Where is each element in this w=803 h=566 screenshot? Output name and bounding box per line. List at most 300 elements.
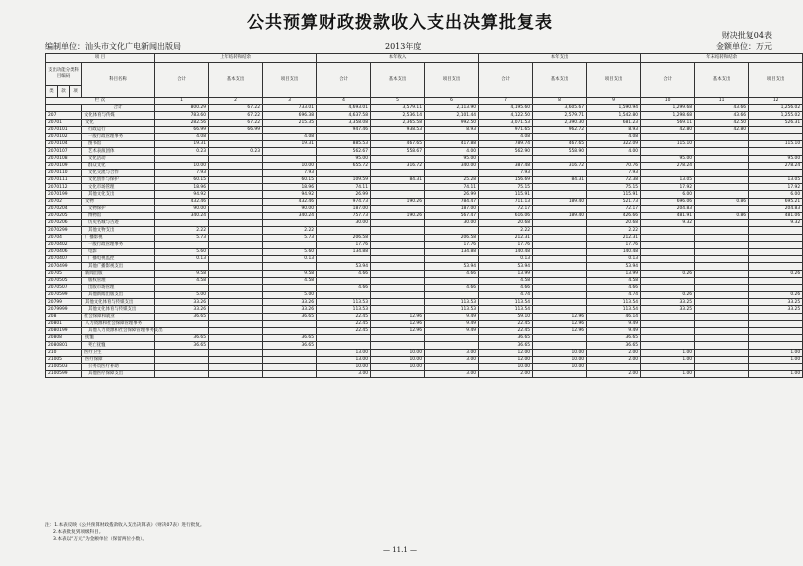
amount-cell: 2.00: [587, 349, 641, 356]
amount-cell: 432.46: [155, 198, 209, 205]
amount-cell: [695, 227, 749, 234]
amount-cell: 72.17: [479, 205, 533, 212]
amount-cell: [263, 320, 317, 327]
table-row: [46, 148, 803, 155]
amount-cell: [425, 335, 479, 342]
subject-name: 文化交流与合作: [82, 169, 155, 176]
subject-name: 文化市场管理: [82, 184, 155, 191]
amount-cell: 60.15: [155, 177, 209, 184]
amount-cell: 12.96: [533, 313, 587, 320]
amount-cell: 2,101.44: [425, 112, 479, 119]
amount-cell: [209, 198, 263, 205]
amount-cell: 36.65: [263, 335, 317, 342]
amount-cell: 783.60: [155, 112, 209, 119]
amount-cell: [749, 227, 803, 234]
amount-cell: [317, 277, 371, 284]
amount-cell: 36.65: [587, 342, 641, 349]
amount-cell: 5.00: [263, 292, 317, 299]
amount-cell: 95.00: [749, 155, 803, 162]
amount-cell: 113.53: [425, 299, 479, 306]
table-row: [46, 184, 803, 191]
amount-cell: 4,195.60: [479, 105, 533, 112]
amount-cell: 10.00: [479, 363, 533, 370]
amount-cell: 467.65: [371, 141, 425, 148]
amount-cell: 13.05: [641, 177, 695, 184]
amount-cell: 53.94: [317, 263, 371, 270]
amount-cell: [209, 371, 263, 378]
subject-code: 2070505: [46, 277, 82, 284]
amount-cell: 4.66: [425, 270, 479, 277]
amount-cell: 5.60: [263, 248, 317, 255]
amount-cell: 204.83: [749, 205, 803, 212]
amount-cell: 115.10: [749, 141, 803, 148]
amount-cell: 3.00: [425, 349, 479, 356]
amount-cell: [209, 234, 263, 241]
amount-cell: [695, 141, 749, 148]
amount-cell: [641, 234, 695, 241]
amount-cell: [209, 292, 263, 299]
amount-cell: 4.00: [587, 148, 641, 155]
subject-name: 一般行政管理事务: [82, 133, 155, 140]
amount-cell: 12.00: [479, 349, 533, 356]
amount-cell: [209, 299, 263, 306]
amount-cell: [533, 234, 587, 241]
amount-cell: 9.58: [155, 270, 209, 277]
amount-cell: [155, 284, 209, 291]
table-row: [46, 112, 803, 119]
subject-code: 2080199: [46, 328, 82, 335]
amount-cell: [749, 241, 803, 248]
amount-cell: [209, 155, 263, 162]
column-index: 5: [371, 98, 425, 105]
amount-cell: [263, 356, 317, 363]
form-number: 财决批复04表: [721, 31, 772, 40]
header-basic: 基本支出: [209, 63, 263, 98]
table-row: [46, 299, 803, 306]
amount-cell: 5.00: [155, 292, 209, 299]
page-number: — 11.1 —: [382, 546, 418, 554]
amount-cell: 13.00: [317, 356, 371, 363]
subject-name: 电影: [82, 248, 155, 255]
table-row: [46, 335, 803, 342]
amount-cell: 70.76: [587, 162, 641, 169]
amount-cell: 0.86: [695, 213, 749, 220]
amount-cell: [749, 363, 803, 370]
amount-cell: [209, 213, 263, 220]
subject-name: 博物馆: [82, 213, 155, 220]
amount-cell: 22.45: [317, 313, 371, 320]
amount-cell: [263, 126, 317, 133]
subject-name: 其他文物支出: [82, 227, 155, 234]
header-end-balance: 年末结转和结余: [641, 54, 803, 63]
amount-cell: [749, 263, 803, 270]
amount-cell: 562.67: [317, 148, 371, 155]
amount-cell: [695, 234, 749, 241]
amount-cell: 757.73: [317, 213, 371, 220]
amount-cell: 4.66: [587, 284, 641, 291]
amount-cell: [587, 155, 641, 162]
amount-cell: 72.38: [587, 177, 641, 184]
amount-cell: 0.26: [749, 292, 803, 299]
amount-cell: [371, 191, 425, 198]
subject-code: 2070199: [46, 191, 82, 198]
amount-cell: 4.66: [425, 284, 479, 291]
amount-cell: 30.00: [317, 220, 371, 227]
amount-cell: [695, 306, 749, 313]
amount-cell: 36.65: [263, 342, 317, 349]
amount-cell: [209, 363, 263, 370]
amount-cell: [533, 371, 587, 378]
amount-cell: 206.58: [317, 234, 371, 241]
amount-cell: 340.00: [425, 162, 479, 169]
amount-cell: 156.69: [479, 177, 533, 184]
amount-cell: 696.38: [263, 112, 317, 119]
amount-cell: 789.74: [479, 141, 533, 148]
amount-cell: 140.48: [479, 248, 533, 255]
amount-cell: 2,365.58: [371, 119, 425, 126]
subject-code: 2070507: [46, 284, 82, 291]
amount-cell: 655.72: [317, 162, 371, 169]
subject-code: 2070104: [46, 141, 82, 148]
amount-cell: [425, 256, 479, 263]
header-func-code: 支出功能分类科目编码: [46, 63, 82, 86]
subject-code: 2070499: [46, 263, 82, 270]
amount-cell: 66.99: [209, 126, 263, 133]
amount-cell: [641, 342, 695, 349]
amount-cell: [371, 342, 425, 349]
amount-cell: 113.54: [587, 299, 641, 306]
amount-cell: [425, 133, 479, 140]
amount-cell: 569.11: [641, 119, 695, 126]
subject-code: 20808: [46, 335, 82, 342]
table-row: [46, 270, 803, 277]
amount-cell: 59.10: [479, 313, 533, 320]
amount-cell: 2.00: [587, 371, 641, 378]
amount-cell: [371, 263, 425, 270]
amount-cell: [533, 256, 587, 263]
subject-name: 图书馆: [82, 141, 155, 148]
amount-cell: 784.47: [425, 198, 479, 205]
table-row: [46, 126, 803, 133]
amount-cell: 7.93: [155, 169, 209, 176]
amount-cell: 215.35: [263, 119, 317, 126]
amount-cell: 67.22: [209, 119, 263, 126]
amount-cell: [695, 335, 749, 342]
column-index-label: 栏 次: [46, 98, 155, 105]
subject-code: 2070110: [46, 169, 82, 176]
amount-cell: 278.24: [749, 162, 803, 169]
amount-cell: 2.22: [263, 227, 317, 234]
table-row: [46, 256, 803, 263]
amount-cell: 2,536.14: [371, 112, 425, 119]
amount-cell: 0.13: [587, 256, 641, 263]
amount-cell: 4.58: [587, 277, 641, 284]
amount-cell: 5.73: [155, 234, 209, 241]
amount-cell: 12.00: [479, 356, 533, 363]
amount-cell: 4,122.50: [479, 112, 533, 119]
amount-cell: 4,637.58: [317, 112, 371, 119]
amount-cell: [479, 155, 533, 162]
amount-cell: [209, 241, 263, 248]
amount-cell: 4.08: [263, 133, 317, 140]
amount-cell: [317, 169, 371, 176]
amount-cell: 681.23: [587, 119, 641, 126]
amount-cell: [371, 299, 425, 306]
subject-name: 社会保障和就业: [82, 313, 155, 320]
amount-cell: 12.96: [533, 328, 587, 335]
amount-cell: [695, 177, 749, 184]
amount-cell: 1,256.02: [749, 105, 803, 112]
amount-cell: [371, 184, 425, 191]
amount-cell: [533, 227, 587, 234]
amount-cell: 3,605.67: [533, 105, 587, 112]
amount-cell: [209, 169, 263, 176]
subject-code: 2100503: [46, 363, 82, 370]
subject-name: 广播电视监控: [82, 256, 155, 263]
subject-name: 其他新闻出版支出: [82, 292, 155, 299]
amount-cell: 33.26: [155, 306, 209, 313]
amount-cell: 6.00: [641, 191, 695, 198]
amount-cell: 36.65: [479, 342, 533, 349]
amount-cell: [371, 371, 425, 378]
column-index: 6: [425, 98, 479, 105]
amount-cell: [641, 335, 695, 342]
amount-cell: [371, 241, 425, 248]
amount-cell: 67.22: [209, 105, 263, 112]
amount-cell: 9.49: [425, 320, 479, 327]
amount-cell: 5.73: [263, 234, 317, 241]
amount-cell: [371, 284, 425, 291]
amount-cell: 187.00: [425, 205, 479, 212]
amount-cell: 53.94: [479, 263, 533, 270]
amount-cell: 113.53: [317, 306, 371, 313]
amount-cell: 1.00: [749, 371, 803, 378]
amount-cell: [155, 356, 209, 363]
amount-cell: 212.31: [587, 234, 641, 241]
amount-cell: 113.54: [479, 299, 533, 306]
amount-cell: [695, 241, 749, 248]
amount-cell: 17.92: [749, 184, 803, 191]
amount-cell: 12.96: [371, 328, 425, 335]
table-row: [46, 292, 803, 299]
amount-cell: 43.66: [695, 112, 749, 119]
amount-cell: [641, 256, 695, 263]
amount-cell: 10.00: [263, 162, 317, 169]
amount-cell: 4.08: [587, 133, 641, 140]
note-line: 2.本表批复到项级科目。: [53, 530, 104, 535]
amount-cell: 36.65: [263, 313, 317, 320]
amount-cell: 22.45: [317, 328, 371, 335]
amount-cell: 3.00: [425, 356, 479, 363]
amount-cell: 1.00: [641, 356, 695, 363]
amount-cell: [371, 227, 425, 234]
currency-unit: 金额单位：万元: [716, 42, 772, 51]
amount-cell: 0.86: [695, 198, 749, 205]
amount-cell: 567.47: [425, 213, 479, 220]
amount-cell: [371, 256, 425, 263]
amount-cell: [749, 277, 803, 284]
subject-code: 2070204: [46, 205, 82, 212]
amount-cell: 278.24: [641, 162, 695, 169]
amount-cell: [695, 133, 749, 140]
amount-cell: 0.13: [479, 256, 533, 263]
amount-cell: 2.22: [587, 227, 641, 234]
column-index: 10: [641, 98, 695, 105]
amount-cell: [209, 277, 263, 284]
amount-cell: [263, 371, 317, 378]
amount-cell: [641, 148, 695, 155]
amount-cell: [209, 284, 263, 291]
amount-cell: 10.00: [317, 363, 371, 370]
amount-cell: [641, 313, 695, 320]
amount-cell: 800.29: [155, 105, 209, 112]
amount-cell: 340.24: [263, 213, 317, 220]
amount-cell: 95.00: [641, 155, 695, 162]
amount-cell: 20.68: [587, 220, 641, 227]
amount-cell: [533, 299, 587, 306]
amount-cell: 9.49: [425, 313, 479, 320]
subject-name: 出版市场管理: [82, 284, 155, 291]
table-row: [46, 162, 803, 169]
amount-cell: 10.00: [371, 363, 425, 370]
amount-cell: [695, 148, 749, 155]
amount-cell: [695, 371, 749, 378]
subject-name: 其他文化体育与传媒支出: [82, 299, 155, 306]
amount-cell: 0.23: [209, 148, 263, 155]
amount-cell: 113.54: [587, 306, 641, 313]
amount-cell: 53.94: [587, 263, 641, 270]
amount-cell: 134.88: [425, 248, 479, 255]
subject-name: 其他医疗保障支出: [82, 371, 155, 378]
table-row: [46, 248, 803, 255]
amount-cell: 189.40: [533, 198, 587, 205]
amount-cell: [695, 263, 749, 270]
amount-cell: [695, 313, 749, 320]
amount-cell: 4.08: [155, 133, 209, 140]
column-index: 7: [479, 98, 533, 105]
table-row: [46, 234, 803, 241]
table-row: [46, 320, 803, 327]
amount-cell: [641, 328, 695, 335]
amount-cell: [209, 220, 263, 227]
amount-cell: 2.22: [479, 227, 533, 234]
table-row: [46, 177, 803, 184]
amount-cell: [317, 292, 371, 299]
amount-cell: 36.65: [479, 335, 533, 342]
amount-cell: [695, 256, 749, 263]
column-index: 8: [533, 98, 587, 105]
amount-cell: 115.91: [479, 191, 533, 198]
amount-cell: 26.99: [425, 191, 479, 198]
amount-cell: [263, 220, 317, 227]
amount-cell: [155, 220, 209, 227]
amount-cell: [155, 349, 209, 356]
table-row: [46, 342, 803, 349]
table-title: 公共预算财政拨款收入支出决算批复表: [247, 13, 553, 33]
subject-code: 20799: [46, 299, 82, 306]
amount-cell: 20.68: [479, 220, 533, 227]
amount-cell: [263, 363, 317, 370]
amount-cell: [695, 328, 749, 335]
amount-cell: [209, 184, 263, 191]
subject-name: 文化体育与传媒: [82, 112, 155, 119]
amount-cell: 115.91: [587, 191, 641, 198]
header-project: 项目支出: [749, 63, 803, 98]
amount-cell: 467.65: [533, 141, 587, 148]
amount-cell: 9.49: [587, 328, 641, 335]
amount-cell: [209, 205, 263, 212]
column-index-row: [46, 98, 803, 105]
amount-cell: [695, 184, 749, 191]
amount-cell: [533, 284, 587, 291]
amount-cell: 947.46: [317, 126, 371, 133]
subject-code: 2070205: [46, 213, 82, 220]
amount-cell: [641, 133, 695, 140]
amount-cell: 66.99: [155, 126, 209, 133]
header-subject-name: 科目名称: [82, 63, 155, 98]
amount-cell: 938.53: [371, 126, 425, 133]
amount-cell: 36.65: [155, 335, 209, 342]
amount-cell: 3,358.08: [317, 119, 371, 126]
header-item: 项 目: [46, 54, 155, 63]
amount-cell: 36.65: [155, 313, 209, 320]
amount-cell: 22.45: [317, 320, 371, 327]
amount-cell: [533, 342, 587, 349]
header-project: 项目支出: [587, 63, 641, 98]
amount-cell: 2,390.30: [533, 119, 587, 126]
amount-cell: 2,113.90: [425, 105, 479, 112]
amount-cell: [641, 169, 695, 176]
amount-cell: [749, 342, 803, 349]
amount-cell: 134.88: [317, 248, 371, 255]
header-basic: 基本支出: [695, 63, 749, 98]
amount-cell: [371, 270, 425, 277]
amount-cell: 4.74: [587, 292, 641, 299]
amount-cell: [695, 320, 749, 327]
amount-cell: 2.00: [479, 371, 533, 378]
amount-cell: 8.93: [587, 126, 641, 133]
subject-name: 文化活动: [82, 155, 155, 162]
amount-cell: 94.92: [155, 191, 209, 198]
amount-cell: 1.00: [641, 349, 695, 356]
amount-cell: 36.65: [587, 335, 641, 342]
amount-cell: 322.09: [587, 141, 641, 148]
subject-code: 2100599: [46, 371, 82, 378]
amount-cell: [749, 335, 803, 342]
amount-cell: [749, 256, 803, 263]
header-basic: 基本支出: [371, 63, 425, 98]
amount-cell: 212.31: [479, 234, 533, 241]
subject-name: 抚恤: [82, 335, 155, 342]
amount-cell: [695, 292, 749, 299]
amount-cell: [533, 248, 587, 255]
table-row: [46, 213, 803, 220]
amount-cell: 72.17: [587, 205, 641, 212]
header-kuan: 款: [58, 86, 70, 98]
amount-cell: 109.59: [317, 177, 371, 184]
header-total: 合计: [479, 63, 533, 98]
table-row: [46, 313, 803, 320]
amount-cell: [641, 320, 695, 327]
amount-cell: [317, 133, 371, 140]
amount-cell: 0.26: [641, 292, 695, 299]
amount-cell: 18.96: [263, 184, 317, 191]
amount-cell: 22.45: [479, 328, 533, 335]
amount-cell: 7.93: [587, 169, 641, 176]
amount-cell: [533, 277, 587, 284]
amount-cell: 558.90: [533, 148, 587, 155]
amount-cell: [425, 227, 479, 234]
